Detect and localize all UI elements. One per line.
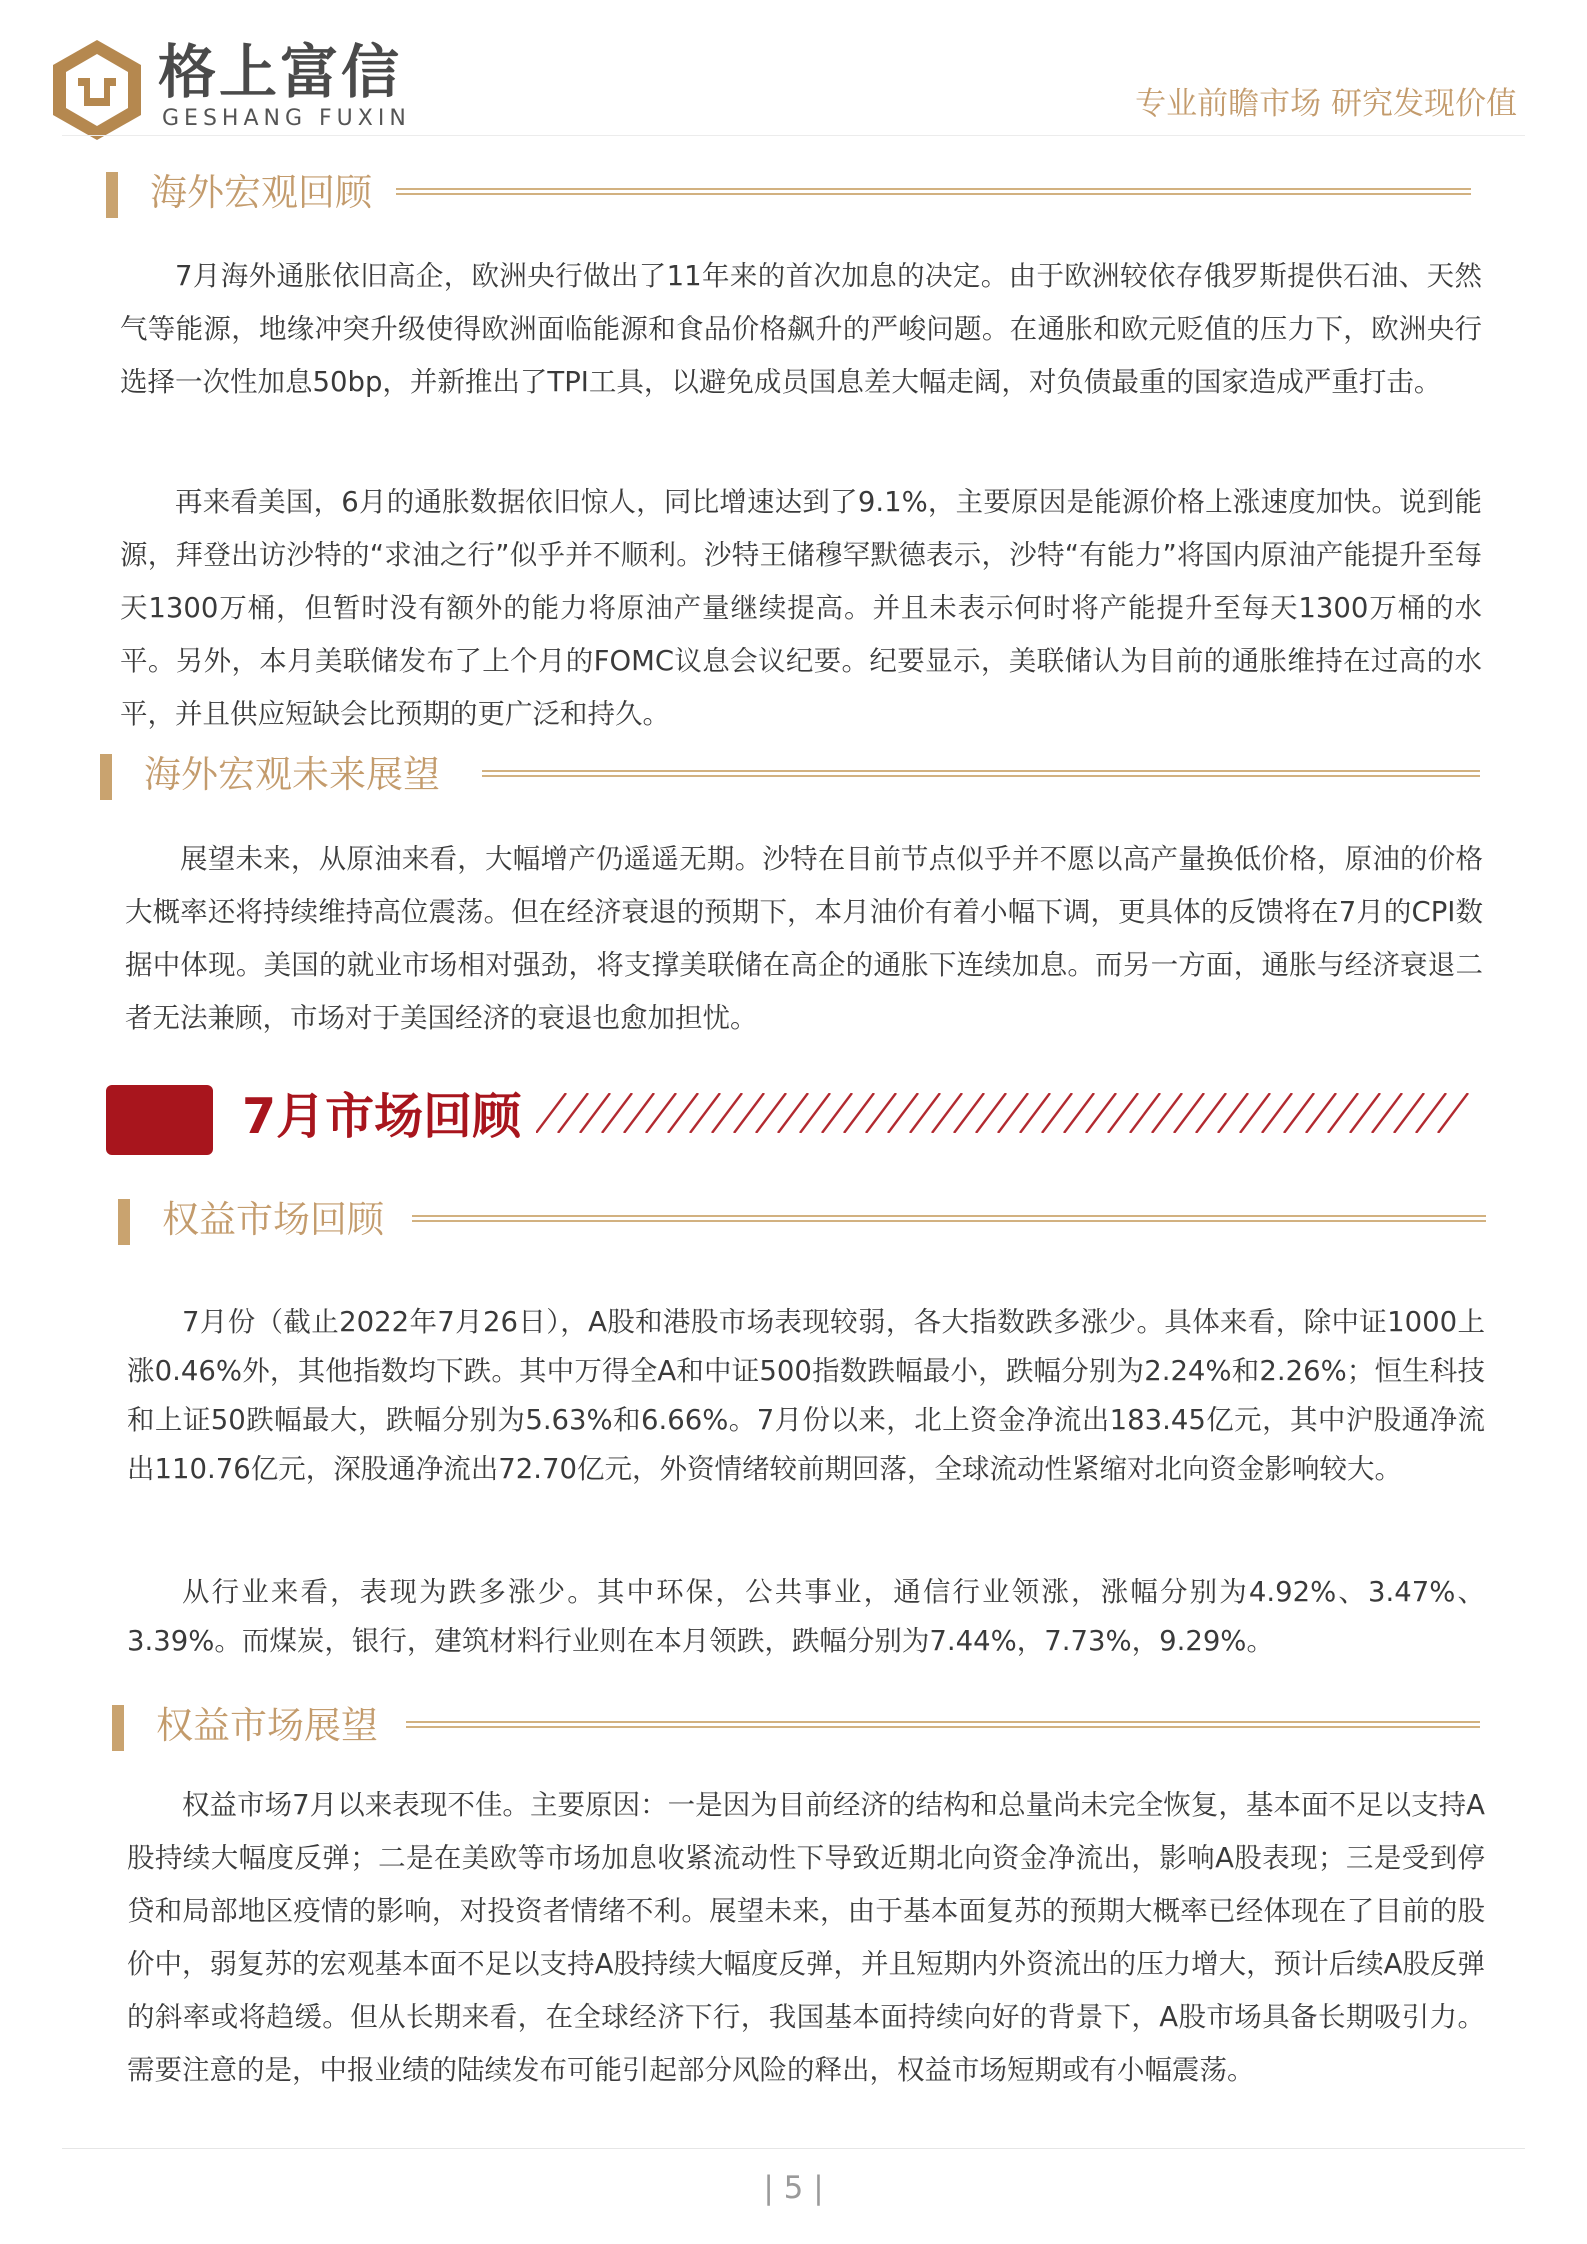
section-title: 权益市场回顾 bbox=[162, 1198, 384, 1241]
brand-name: 格上富信 bbox=[158, 38, 403, 106]
section-marker bbox=[106, 172, 118, 218]
page-header bbox=[0, 0, 1587, 140]
section-rule bbox=[412, 1215, 1486, 1222]
paragraph: 7月份（截止2022年7月26日），A股和港股市场表现较弱，各大指数跌多涨少。具体来看，除中证1000上涨0.46%外，其他指数均下跌。其中万得全A和中证500指数跌幅最小，跌幅分别为2.24%和2.26%；恒生科技和上证50跌幅最大，跌幅分别为5.63%和6.66%。7月份以来，北上资金净流出183.45亿元，其中沪股通净流出110.76亿元，深股通净流出72.70亿元，外资情绪较前期回落，全球流动性紧缩对北向资金影响较大。 bbox=[127, 1306, 1485, 1485]
footer-divider bbox=[62, 2148, 1525, 2149]
chapter-heading bbox=[106, 1081, 1476, 1153]
section-rule bbox=[482, 770, 1480, 777]
section-heading bbox=[112, 1701, 1480, 1753]
section-marker bbox=[112, 1705, 124, 1751]
paragraph: 再来看美国，6月的通胀数据依旧惊人，同比增速达到了9.1%，主要原因是能源价格上涨速度加快。说到能源，拜登出访沙特的“求油之行”似乎并不顺利。沙特王储穆罕默德表示，沙特“有能力”将国内原油产能提升至每天1300万桶，但暂时没有额外的能力将原油产量继续提高。并且未表示何时将产能提升至每天1300万桶的水平。另外，本月美联储发布了上个月的FOMC议息会议纪要。纪要显示，美联储认为目前的通胀维持在过高的水平，并且供应短缺会比预期的更广泛和持久。 bbox=[120, 486, 1482, 730]
paragraph: 权益市场7月以来表现不佳。主要原因：一是因为目前经济的结构和总量尚未完全恢复，基本面不足以支持A股持续大幅度反弹；二是在美欧等市场加息收紧流动性下导致近期北向资金净流出，影响A股表现；三是受到停贷和局部地区疫情的影响，对投资者情绪不利。展望未来，由于基本面复苏的预期大概率已经体现在了目前的股价中，弱复苏的宏观基本面不足以支持A股持续大幅度反弹，并且短期内外资流出的压力增大，预计后续A股反弹的斜率或将趋缓。但从长期来看，在全球经济下行，我国基本面持续向好的背景下，A股市场具备长期吸引力。需要注意的是，中报业绩的陆续发布可能引起部分风险的释出，权益市场短期或有小幅震荡。 bbox=[127, 1789, 1485, 2086]
chapter-title: 7月市场回顾 bbox=[242, 1088, 522, 1145]
section-title: 权益市场展望 bbox=[156, 1704, 378, 1747]
section-marker bbox=[100, 754, 112, 800]
section-heading bbox=[100, 750, 1480, 802]
header-tagline: 专业前瞻市场 研究发现价值 bbox=[1135, 86, 1517, 122]
chapter-marker bbox=[106, 1085, 213, 1155]
brand-subtitle: GESHANG FUXIN bbox=[162, 106, 411, 131]
section-heading bbox=[118, 1195, 1486, 1247]
company-logo-icon bbox=[48, 36, 146, 144]
section-marker bbox=[118, 1199, 130, 1245]
header-divider bbox=[62, 135, 1525, 136]
paragraph: 从行业来看，表现为跌多涨少。其中环保，公共事业，通信行业领涨，涨幅分别为4.92%、3.47%、3.39%。而煤炭，银行，建筑材料行业则在本月领跌，跌幅分别为7.44%，7.73%，9.29%。 bbox=[127, 1576, 1485, 1657]
section-title: 海外宏观回顾 bbox=[150, 171, 372, 214]
page-number: | 5 | bbox=[763, 2170, 824, 2206]
section-heading bbox=[106, 168, 1471, 220]
paragraph: 展望未来，从原油来看，大幅增产仍遥遥无期。沙特在目前节点似乎并不愿以高产量换低价格，原油的价格大概率还将持续维持高位震荡。但在经济衰退的预期下，本月油价有着小幅下调，更具体的反馈将在7月的CPI数据中体现。美国的就业市场相对强劲，将支撑美联储在高企的通胀下连续加息。而另一方面，通胀与经济衰退二者无法兼顾，市场对于美国经济的衰退也愈加担忧。 bbox=[125, 843, 1483, 1034]
paragraph: 7月海外通胀依旧高企，欧洲央行做出了11年来的首次加息的决定。由于欧洲较依存俄罗斯提供石油、天然气等能源，地缘冲突升级使得欧洲面临能源和食品价格飙升的严峻问题。在通胀和欧元贬值的压力下，欧洲央行选择一次性加息50bp，并新推出了TPI工具，以避免成员国息差大幅走阔，对负债最重的国家造成严重打击。 bbox=[120, 260, 1482, 398]
hatch-decoration bbox=[536, 1093, 1476, 1133]
section-title: 海外宏观未来展望 bbox=[144, 753, 440, 796]
section-rule bbox=[396, 188, 1471, 195]
section-rule bbox=[406, 1721, 1480, 1728]
